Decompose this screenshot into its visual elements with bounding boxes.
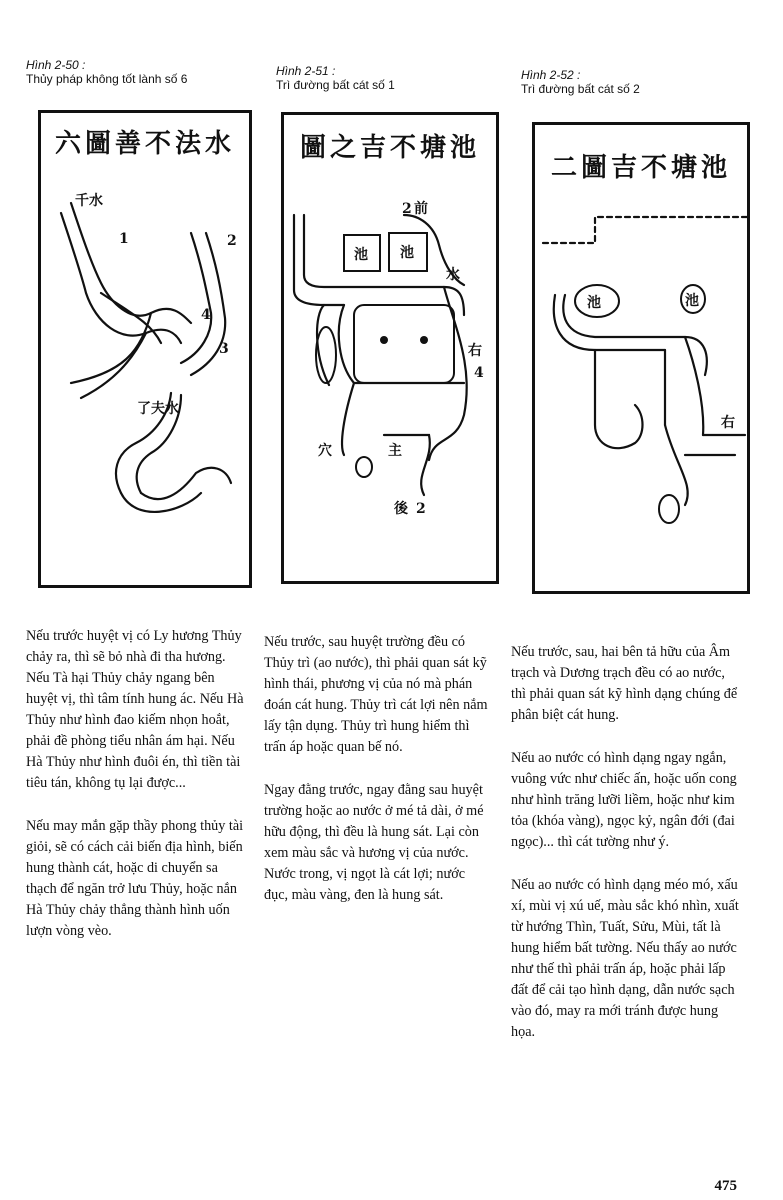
figure-number-2: Hình 2-51 : xyxy=(276,64,336,78)
figure-2-label-right: 右 xyxy=(468,343,482,359)
figure-1-map xyxy=(41,113,249,585)
figure-2-title: 圖之吉不塘池 xyxy=(299,133,480,163)
figure-2-map xyxy=(284,115,496,581)
column-3-paragraph-1: Nếu trước, sau, hai bên tả hữu của Âm trạch và Dương trạch đều có ao nước, thì phải quan sát kỹ hình dạng chúng để phân biệt cát hung. xyxy=(511,644,738,723)
figure-caption-text-2: Trì đường bất cát số 1 xyxy=(276,78,395,92)
figure-caption-text-1: Thủy pháp không tốt lành số 6 xyxy=(26,72,188,86)
text-column-1 xyxy=(26,626,248,964)
figure-2-label-front: 前 xyxy=(414,201,428,217)
figure-caption-2 xyxy=(276,64,395,92)
figure-2-label-main: 主 xyxy=(388,443,402,459)
column-1-paragraph-2: Nếu may mắn gặp thầy phong thủy tài giỏi, sẽ có cách cải biến địa hình, biến hung thành cát, hoặc di chuyển sa thạch để ngăn trở lưu Thủy, hoặc nắn Hà Thủy chảy thẳng thành hình uốn lượn vòng vèo. xyxy=(26,818,244,939)
figure-1-label-bottom: 了夫水 xyxy=(137,401,179,417)
figure-1-diagram xyxy=(38,110,252,588)
figure-1-label-2: 2 xyxy=(227,233,237,249)
figure-3-map xyxy=(535,125,747,591)
figure-2-label-2a: 2 xyxy=(402,201,412,217)
figure-3-title: 二圖吉不塘池 xyxy=(550,153,731,183)
figure-2-label-pond-right: 池 xyxy=(400,245,414,261)
page-number: 475 xyxy=(714,1178,737,1194)
column-2-paragraph-1: Nếu trước, sau huyệt trường đều có Thủy trì (ao nước), thì phải quan sát kỹ hình thái, phương vị của nó mà phán đoán cát hung. Thủy trì cát lợi nên nắm lấy tận dụng. Thủy trì hung hiểm thì trấn áp hoặc quan bế nó. xyxy=(264,634,488,755)
column-2-paragraph-2: Ngay đằng trước, ngay đằng sau huyệt trường hoặc ao nước ở mé tả dài, ở mé hữu động, thì đều là hung sát. Lại còn xem màu sắc và hương vị của nước. Nước trong, vị ngọt là cát lợi; nước đục, màu vàng, đen là hung sát. xyxy=(264,782,484,903)
figure-2-label-cave: 穴 xyxy=(318,443,332,459)
figure-2-diagram xyxy=(281,112,499,584)
figure-caption-text-3: Trì đường bất cát số 2 xyxy=(521,82,640,96)
text-column-2 xyxy=(264,632,490,928)
figure-3-label-right: 右 xyxy=(721,415,735,431)
text-column-3 xyxy=(511,642,741,1065)
figure-number-1: Hình 2-50 : xyxy=(26,58,86,72)
figure-caption-3 xyxy=(521,68,640,96)
figure-1-label-1: 1 xyxy=(119,231,129,247)
column-1-paragraph-1: Nếu trước huyệt vị có Ly hương Thủy chảy ra, thì sẽ bỏ nhà đi tha hương. Nếu Tà hại Thủy chảy ngang bên huyệt vị, thì tâm tính hung ác. Nếu Hà Thủy như hình đao kiếm nhọn hoắt, phải đề phòng tiểu nhân ám hại. Nếu Hà Thủy như hình đuôi én, thì tiền tài tiêu tán, không tụ lại được... xyxy=(26,628,244,791)
figure-1-label-3: 3 xyxy=(219,341,229,357)
figure-2-label-4: 4 xyxy=(474,365,484,381)
figure-1-label-water: 千水 xyxy=(75,193,103,209)
figure-number-3: Hình 2-52 : xyxy=(521,68,581,82)
figure-2-label-water: 水 xyxy=(446,267,460,283)
column-3-paragraph-3: Nếu ao nước có hình dạng méo mó, xấu xí, mùi vị xú uế, màu sắc khó nhìn, xuất từ hướng Thìn, Tuất, Sửu, Mùi, tất là hung hiểm bất tường. Nếu thấy ao nước như thế thì phải trấn áp, hoặc phải lấp đất để cải tạo hình dạng, dẫn nước sạch vào đó, may ra mới tránh được hung họa. xyxy=(511,877,739,1040)
figure-2-label-2b: 2 xyxy=(416,501,426,517)
column-3-paragraph-2: Nếu ao nước có hình dạng ngay ngắn, vuông vức như chiếc ấn, hoặc uốn cong như hình trăng lưỡi liềm, hoặc như kim tỏa (khóa vàng), ngọc kỷ, ngân đới (đai ngọc)... thì cát tường như ý. xyxy=(511,750,737,850)
figure-3-label-pond-right: 池 xyxy=(685,293,699,309)
figure-caption-1 xyxy=(26,58,187,86)
figure-2-label-back: 後 xyxy=(394,501,408,517)
figure-1-title: 六圖善不法水 xyxy=(54,129,235,159)
figure-3-diagram xyxy=(532,122,750,594)
figure-2-label-pond-left: 池 xyxy=(354,247,368,263)
figure-2-central-pond xyxy=(354,305,454,383)
figure-1-label-4: 4 xyxy=(201,307,211,323)
figure-3-label-pond-left: 池 xyxy=(587,295,601,311)
